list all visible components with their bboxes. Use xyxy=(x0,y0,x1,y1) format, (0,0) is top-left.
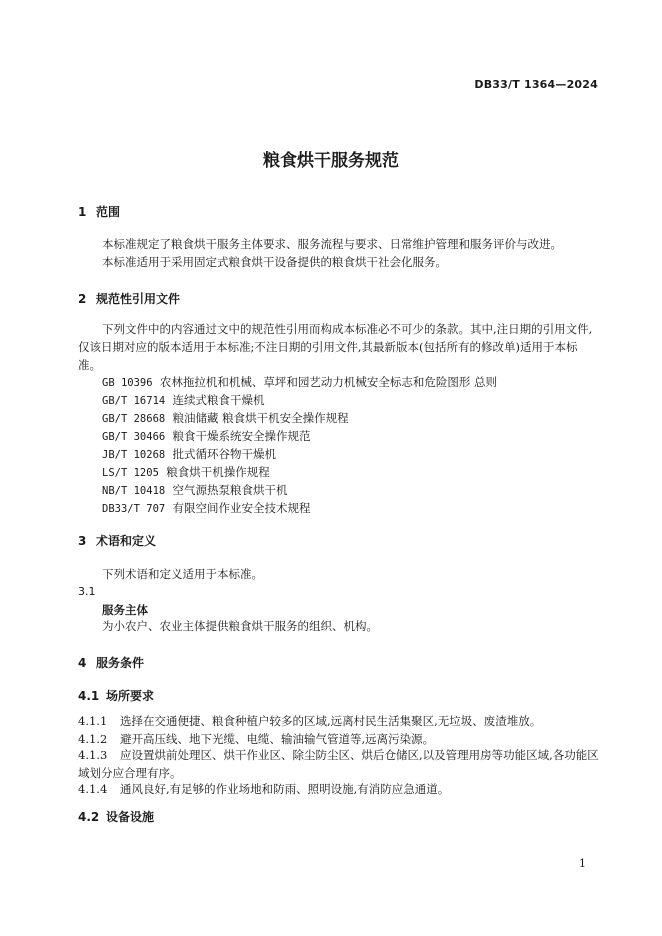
reference-title: 批式循环谷物干燥机 xyxy=(172,447,277,461)
reference-item xyxy=(102,392,265,408)
reference-code: JB/T 10268 xyxy=(102,449,166,461)
page-number: 1 xyxy=(579,857,586,870)
term-name: 服务主体 xyxy=(102,603,148,617)
reference-code: NB/T 10418 xyxy=(102,485,166,497)
section-number: 2 xyxy=(78,292,87,306)
section-heading-terms xyxy=(78,532,156,549)
reference-title: 空气源热泵粮食烘干机 xyxy=(172,483,288,497)
reference-title: 农林拖拉机和机械、草坪和园艺动力机械安全标志和危险图形 总则 xyxy=(159,375,498,389)
section-heading-scope xyxy=(78,203,120,220)
reference-code: GB/T 30466 xyxy=(102,431,166,443)
section-number: 3 xyxy=(78,534,87,548)
subsection-number: 4.1 xyxy=(78,689,100,703)
clause-text: 选择在交通便捷、粮食种植户较多的区域,远离村民生活集聚区,无垃圾、废渣堆放。 xyxy=(120,714,542,728)
section-title: 术语和定义 xyxy=(96,534,157,548)
reference-item xyxy=(102,428,311,444)
terms-intro: 下列术语和定义适用于本标准。 xyxy=(102,567,263,581)
section-heading-references xyxy=(78,290,180,307)
reference-title: 有限空间作业安全技术规程 xyxy=(172,501,311,515)
reference-item xyxy=(102,482,288,498)
reference-code: DB33/T 707 xyxy=(102,503,166,515)
section-number: 4 xyxy=(78,656,87,670)
document-code: DB33/T 1364—2024 xyxy=(474,78,598,91)
scope-paragraph-1: 本标准规定了粮食烘干服务主体要求、服务流程与要求、日常维护管理和服务评价与改进。 xyxy=(102,237,562,251)
subsection-heading-equipment xyxy=(78,808,154,825)
reference-item xyxy=(102,374,497,390)
clause-item xyxy=(78,746,600,782)
reference-item xyxy=(102,446,276,462)
reference-item xyxy=(102,500,311,516)
section-title: 服务条件 xyxy=(96,656,145,670)
reference-code: LS/T 1205 xyxy=(102,467,159,479)
clause-item xyxy=(78,780,600,798)
reference-item xyxy=(102,410,349,426)
clause-number: 4.1.3 xyxy=(78,748,108,762)
reference-code: GB/T 28668 xyxy=(102,413,166,425)
section-title: 范围 xyxy=(96,205,121,219)
reference-code: GB 10396 xyxy=(102,377,153,389)
clause-number: 4.1.1 xyxy=(78,714,108,728)
references-intro: 下列文件中的内容通过文中的规范性引用而构成本标准必不可少的条款。其中,注日期的引用文件,仅该日期对应的版本适用于本标准;不注日期的引用文件,其最新版本(包括所有的修改单)适用于本标准。 xyxy=(78,322,593,372)
term-number: 3.1 xyxy=(78,585,96,598)
subsection-number: 4.2 xyxy=(78,810,100,824)
section-title: 规范性引用文件 xyxy=(96,292,181,306)
term-definition: 为小农户、农业主体提供粮食烘干服务的组织、机构。 xyxy=(102,619,378,633)
reference-title: 连续式粮食干燥机 xyxy=(172,393,265,407)
reference-title: 粮油储藏 粮食烘干机安全操作规程 xyxy=(172,411,349,425)
clause-text: 避开高压线、地下光缆、电缆、输油输气管道等,远离污染源。 xyxy=(120,732,435,746)
section-number: 1 xyxy=(78,205,87,219)
subsection-title: 设备设施 xyxy=(106,810,155,824)
clause-number: 4.1.2 xyxy=(78,732,108,746)
clause-text: 应设置烘前处理区、烘干作业区、除尘防尘区、烘后仓储区,以及管理用房等功能区域,各功能区域划分应合理有序。 xyxy=(78,748,599,780)
clause-number: 4.1.4 xyxy=(78,782,108,796)
page-title: 粮食烘干服务规范 xyxy=(263,151,399,171)
section-heading-conditions xyxy=(78,654,144,671)
reference-item xyxy=(102,464,270,480)
reference-title: 粮食干燥系统安全操作规范 xyxy=(172,429,311,443)
clause-text: 通风良好,有足够的作业场地和防雨、照明设施,有消防应急通道。 xyxy=(120,782,450,796)
reference-code: GB/T 16714 xyxy=(102,395,166,407)
subsection-title: 场所要求 xyxy=(106,689,155,703)
reference-title: 粮食烘干机操作规程 xyxy=(166,465,270,479)
clause-item xyxy=(78,712,600,730)
subsection-heading-site xyxy=(78,687,154,704)
scope-paragraph-2: 本标准适用于采用固定式粮食烘干设备提供的粮食烘干社会化服务。 xyxy=(102,255,447,269)
